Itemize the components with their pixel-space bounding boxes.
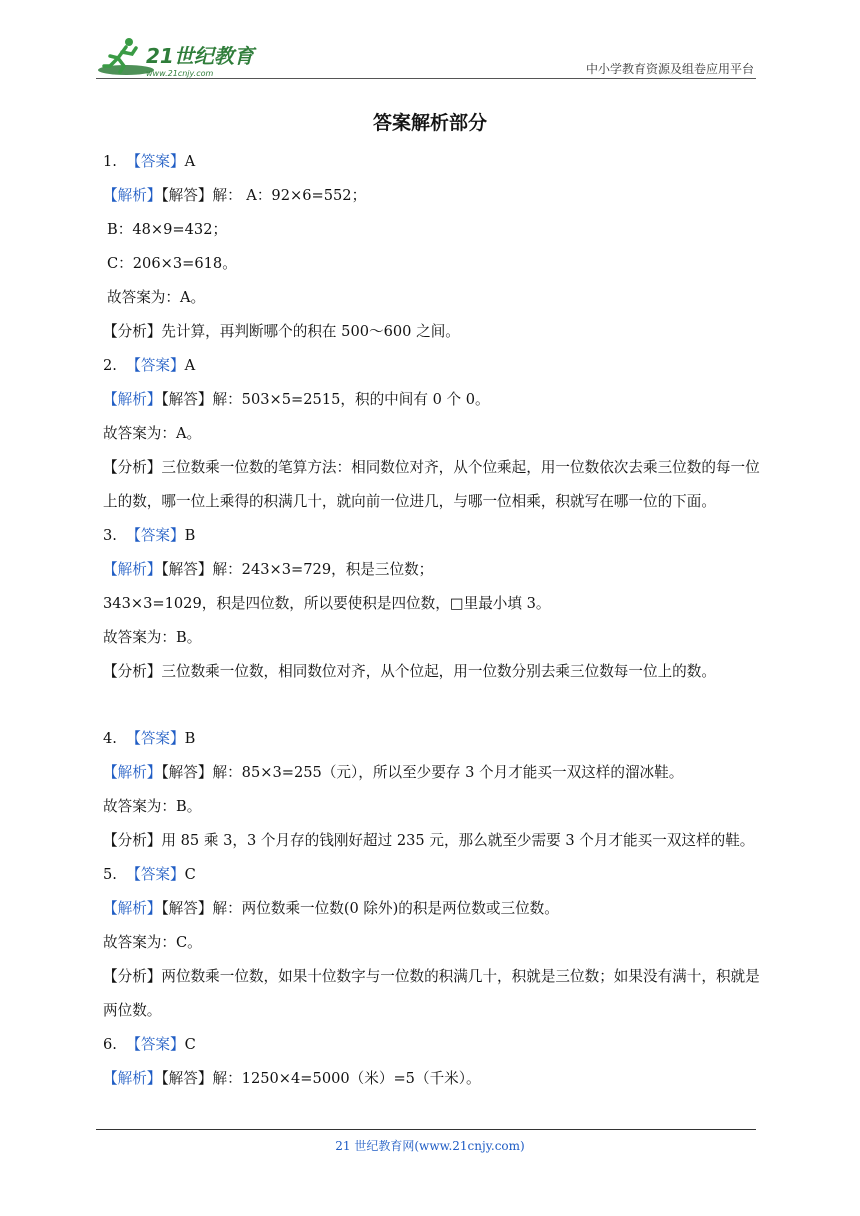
solution-tag: 【解答】 <box>161 391 213 408</box>
item-number: 1. <box>103 153 117 170</box>
solution-tag: 【解答】 <box>161 900 213 917</box>
fenxi-tag: 【分析】 <box>103 832 162 849</box>
answer-line <box>103 145 763 179</box>
item-number: 4. <box>103 730 117 747</box>
fenxi-line <box>103 824 763 858</box>
logo-url: www.21cnjy.com <box>146 69 214 78</box>
fenxi-text: 两位数乘一位数，如果十位数字与一位数的积满几十，积就是三位数；如果没有满十，积就是两位数。 <box>103 968 760 1019</box>
fenxi-tag: 【分析】 <box>103 663 162 680</box>
fenxi-line <box>103 315 763 349</box>
analysis-tag: 【解析】 <box>103 187 162 204</box>
answer-value: A <box>184 357 196 374</box>
spacer <box>103 689 763 722</box>
site-logo[interactable] <box>96 36 261 80</box>
solution-text: 解： A：92×6=552； <box>212 187 367 204</box>
fenxi-tag: 【分析】 <box>103 459 162 476</box>
page-header <box>0 0 860 90</box>
answer-content <box>103 145 763 1096</box>
solution-line <box>103 1062 763 1096</box>
answer-tag: 【答案】 <box>126 153 185 170</box>
solution-line: 343×3=1029，积是四位数，所以要使积是四位数，□里最小填 3。 <box>103 595 551 612</box>
solution-text: 解：243×3=729，积是三位数； <box>212 561 434 578</box>
page-footer[interactable]: 21 世纪教育网(www.21cnjy.com) <box>335 1139 525 1153</box>
solution-text: 解：1250×4=5000（米）=5（千米）。 <box>212 1070 481 1087</box>
answer-tag: 【答案】 <box>126 357 185 374</box>
fenxi-tag: 【分析】 <box>103 968 162 985</box>
solution-line <box>103 553 763 587</box>
analysis-tag: 【解析】 <box>103 764 162 781</box>
solution-tag: 【解答】 <box>161 561 213 578</box>
answer-value: A <box>184 153 196 170</box>
item-number: 2. <box>103 357 117 374</box>
solution-tag: 【解答】 <box>161 1070 213 1087</box>
fenxi-line <box>103 655 763 689</box>
fenxi-text: 三位数乘一位数，相同数位对齐，从个位起，用一位数分别去乘三位数每一位上的数。 <box>161 663 716 680</box>
answer-tag: 【答案】 <box>126 527 185 544</box>
answer-tag: 【答案】 <box>126 730 185 747</box>
solution-text: 解：两位数乘一位数(0 除外)的积是两位数或三位数。 <box>212 900 559 917</box>
item-number: 6. <box>103 1036 117 1053</box>
fenxi-text: 三位数乘一位数的笔算方法：相同数位对齐，从个位乘起，用一位数依次去乘三位数的每一位上的数，哪一位上乘得的积满几十，就向前一位进几，与哪一位相乘，积就写在哪一位的下面。 <box>103 459 760 510</box>
runner-logo-icon <box>96 36 261 80</box>
solution-line <box>103 179 763 213</box>
answer-line <box>103 519 763 553</box>
solution-tag: 【解答】 <box>161 187 213 204</box>
logo-text: 21世纪教育 <box>146 44 254 68</box>
solution-line: C：206×3=618。 <box>107 255 237 272</box>
header-tagline: 中小学教育资源及组卷应用平台 <box>585 62 754 76</box>
analysis-tag: 【解析】 <box>103 561 162 578</box>
fenxi-text: 先计算，再判断哪个的积在 500～600 之间。 <box>161 323 460 340</box>
analysis-tag: 【解析】 <box>103 1070 162 1087</box>
solution-line: 故答案为：B。 <box>103 798 202 815</box>
fenxi-line <box>103 960 763 1028</box>
fenxi-tag: 【分析】 <box>103 323 162 340</box>
answer-value: C <box>184 1036 196 1053</box>
analysis-tag: 【解析】 <box>103 900 162 917</box>
answer-value: C <box>184 866 196 883</box>
solution-line: 故答案为：B。 <box>103 629 202 646</box>
analysis-tag: 【解析】 <box>103 391 162 408</box>
answer-value: B <box>184 730 196 747</box>
fenxi-text: 用 85 乘 3，3 个月存的钱刚好超过 235 元，那么就至少需要 3 个月才能买一双这样的鞋。 <box>161 832 755 849</box>
page-title: 答案解析部分 <box>372 112 487 134</box>
solution-line: 故答案为：A。 <box>107 289 206 306</box>
solution-line: 故答案为：C。 <box>103 934 202 951</box>
solution-line: B：48×9=432； <box>107 221 228 238</box>
item-number: 5. <box>103 866 117 883</box>
solution-tag: 【解答】 <box>161 764 213 781</box>
footer-divider <box>96 1129 756 1130</box>
answer-line <box>103 858 763 892</box>
answer-tag: 【答案】 <box>126 1036 185 1053</box>
answer-tag: 【答案】 <box>126 866 185 883</box>
answer-line <box>103 349 763 383</box>
answer-line <box>103 722 763 756</box>
solution-text: 解：503×5=2515，积的中间有 0 个 0。 <box>212 391 490 408</box>
solution-text: 解：85×3=255（元），所以至少要存 3 个月才能买一双这样的溜冰鞋。 <box>212 764 684 781</box>
item-number: 3. <box>103 527 117 544</box>
answer-line <box>103 1028 763 1062</box>
header-divider <box>96 78 756 79</box>
solution-line: 故答案为：A。 <box>103 425 202 442</box>
solution-line <box>103 892 763 926</box>
solution-line <box>103 756 763 790</box>
solution-line <box>103 383 763 417</box>
fenxi-line <box>103 451 763 519</box>
answer-value: B <box>184 527 196 544</box>
